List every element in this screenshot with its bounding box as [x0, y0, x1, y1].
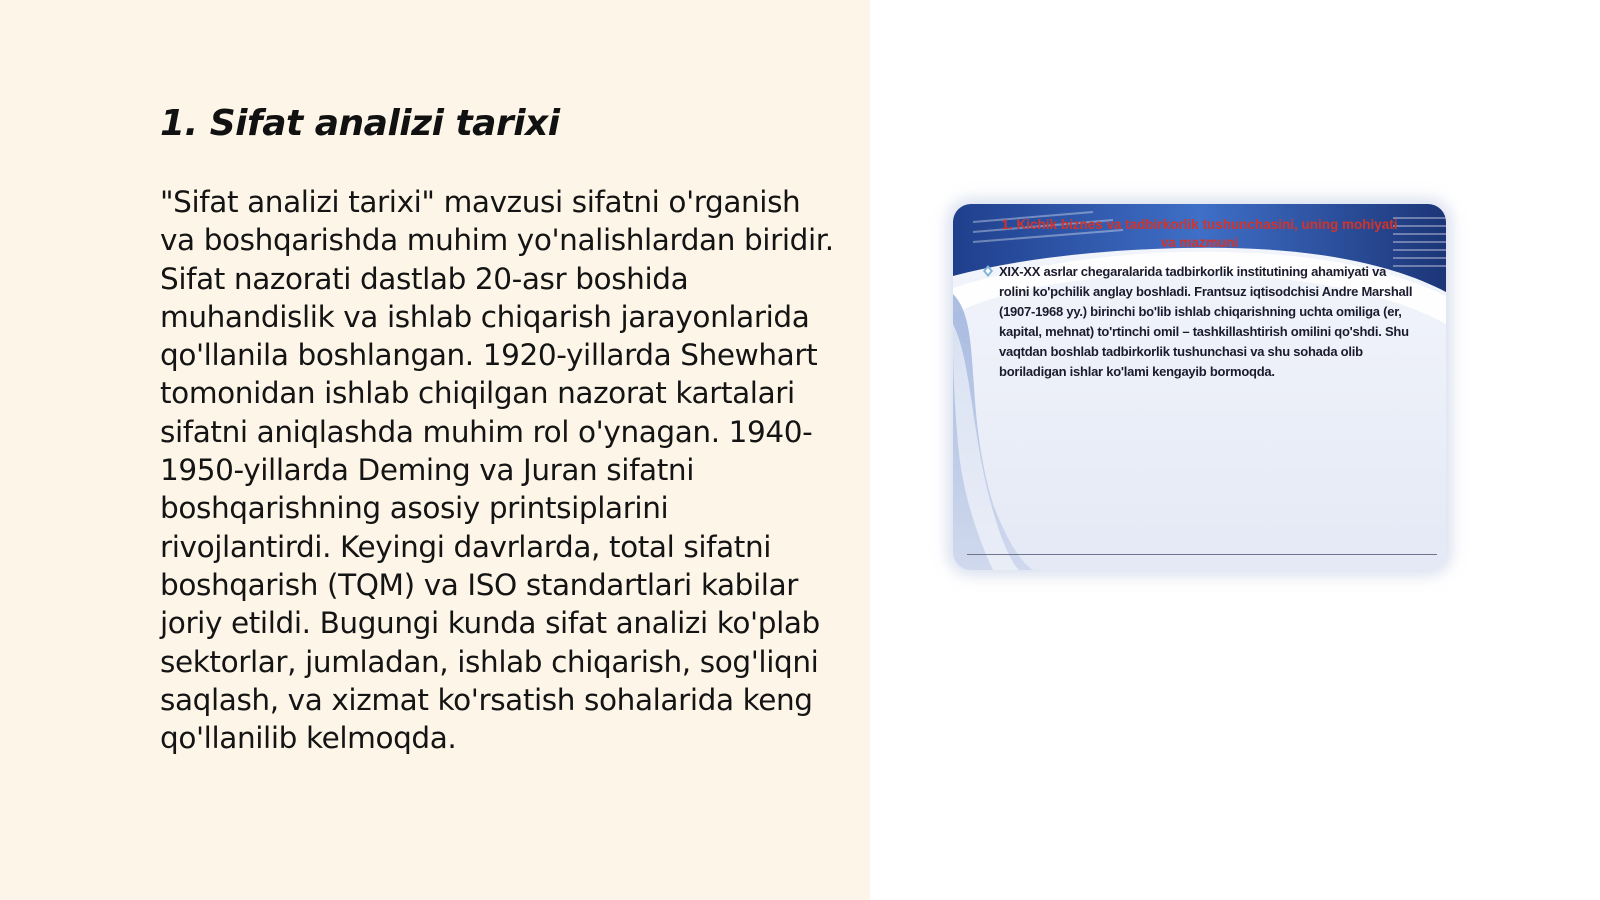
embedded-slide-background	[953, 204, 1446, 570]
embedded-slide-title: 1. Kichik biznes va tadbirkorlik tushunchasini, uning mohiyati va mazmuni	[1001, 217, 1398, 250]
embedded-slide-image	[953, 204, 1446, 570]
embedded-slide-divider	[967, 554, 1437, 555]
slide-paragraph: "Sifat analizi tarixi" mavzusi sifatni o'rganish va boshqarishda muhim yo'nalishlardan biridir. Sifat nazorati dastlab 20-asr boshida muhandislik va ishlab chiqarish jarayonlarida qo'llanila boshlangan. 1920-yillarda Shewhart tomonidan ishlab chiqilgan nazorat kartalari sifatni aniqlashda muhim rol o'ynagan. 1940-1950-yillarda Deming va Juran sifatni boshqarishning asosiy printsiplarini rivojlantirdi. Keyingi davrlarda, total sifatni boshqarish (TQM) va ISO standartlari kabilar joriy etildi. Bugungi kunda sifat analizi ko'plab sektorlar, jumladan, ishlab chiqarish, sog'liqni saqlash, va xizmat ko'rsatish sohalarida keng qo'llanilib kelmoqda.	[160, 185, 834, 756]
diamond-bullet-icon	[981, 264, 995, 278]
slide-heading: 1. Sifat analizi tarixi	[160, 103, 560, 144]
embedded-slide-bullet-text: XIX-XX asrlar chegaralarida tadbirkorlik institutining ahamiyati va rolini ko'pchilik anglay boshladi. Frantsuz iqtisodchisi Andre Marshall (1907-1968 yy.) birinchi bo'lib ishlab chiqarishning uchta omiliga (er, kapital, mehnat) to'rtinchi omil – tashkillashtirish omilini qo'shdi. Shu vaqtdan boshlab tadbirkorlik tushunchasi va shu sohada olib boriladigan ishlar ko'lami kengayib bormoqda.	[999, 264, 1413, 379]
